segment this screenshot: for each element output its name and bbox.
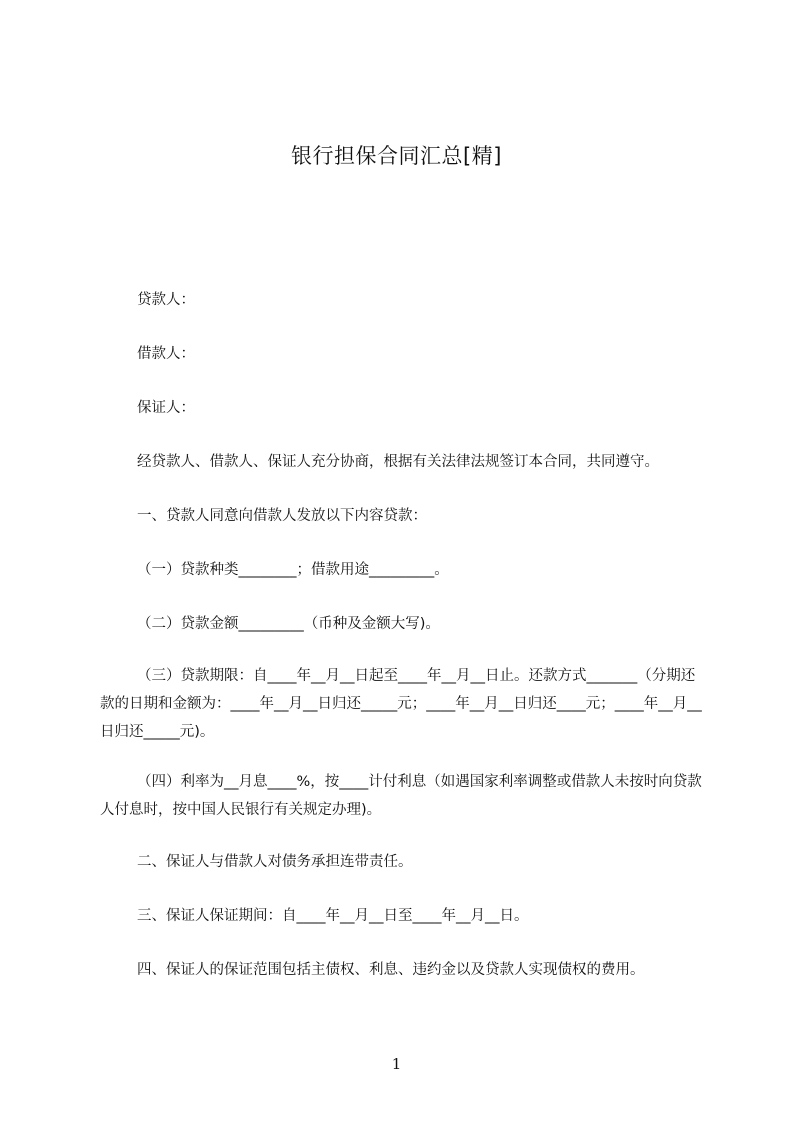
document-title: 银行担保合同汇总[精] <box>291 144 502 168</box>
paragraph-clause-1-4: （四）利率为__月息____%，按____计付利息（如遇国家利率调整或借款人未按时向贷款人付息时，按中国人民银行有关规定办理)。 <box>100 774 702 818</box>
paragraph-borrower: 借款人： <box>137 346 195 362</box>
page-number: 1 <box>391 1055 402 1073</box>
paragraph-guarantor: 保证人： <box>137 400 195 416</box>
paragraph-clause-1: 一、贷款人同意向借款人发放以下内容贷款： <box>137 508 427 524</box>
paragraph-clause-1-1: （一）贷款种类________；借款用途_________。 <box>137 562 449 578</box>
paragraph-clause-1-2: （二）贷款金额_________（币种及金额大写)。 <box>137 616 440 632</box>
paragraph-lender: 贷款人： <box>137 292 195 308</box>
paragraph-preamble: 经贷款人、借款人、保证人充分协商，根据有关法律法规签订本合同，共同遵守。 <box>137 454 659 470</box>
paragraph-clause-2: 二、保证人与借款人对债务承担连带责任。 <box>137 854 413 870</box>
paragraph-clause-4: 四、保证人的保证范围包括主债权、利息、违约金以及贷款人实现债权的费用。 <box>137 962 645 978</box>
paragraph-clause-1-3: （三）贷款期限：自____年__月__日起至____年__月__日止。还款方式_______（分期还款的日期和金额为：____年__月__日归还_____元；____年__月__日归还____元；____年__月__日归还_____元)。 <box>100 668 702 740</box>
paragraph-clause-3: 三、保证人保证期间：自____年__月__日至____年__月__日。 <box>137 908 529 924</box>
